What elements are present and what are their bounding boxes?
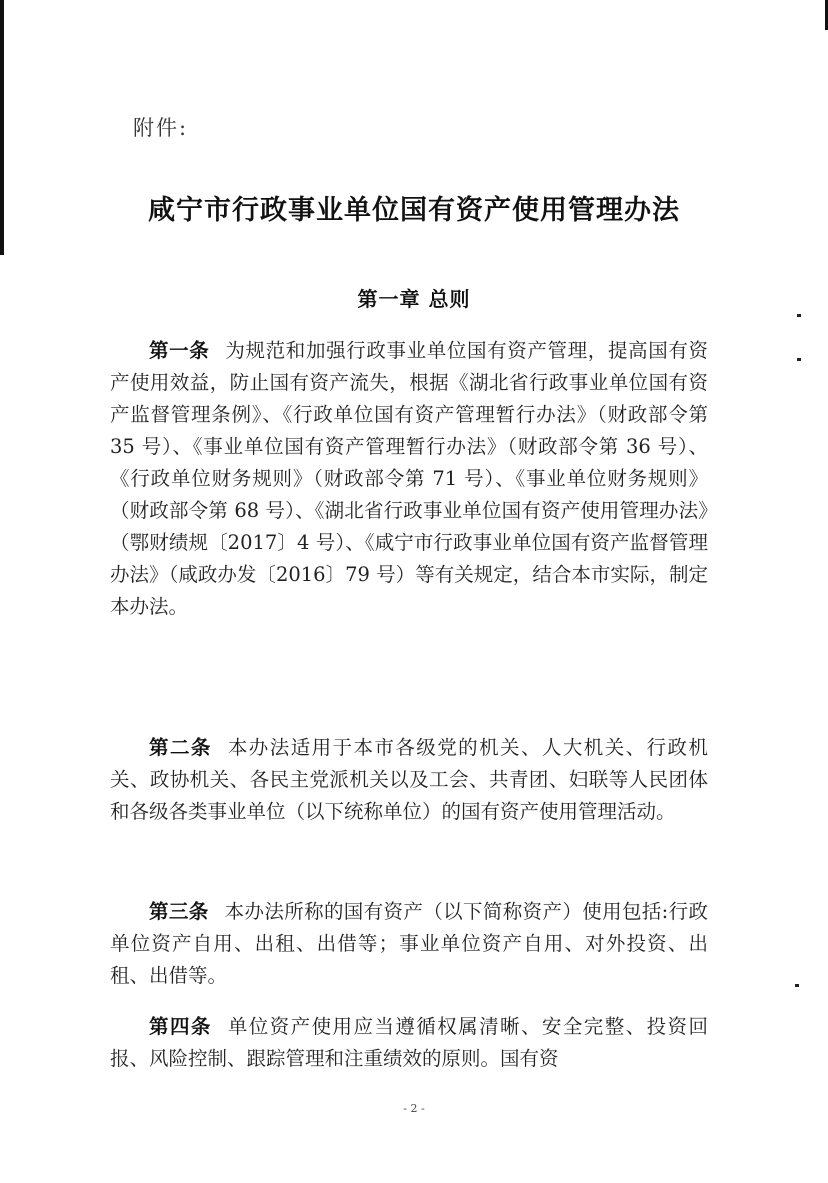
document-title: 咸宁市行政事业单位国有资产使用管理办法 (148, 195, 680, 226)
scan-speck (797, 358, 801, 361)
chapter-heading: 第一章 总则 (357, 287, 471, 311)
article-4-text: 单位资产使用应当遵循权属清晰、安全完整、投资回报、风险控制、跟踪管理和注重绩效的原则。国有资 (110, 1014, 708, 1070)
article-1-text: 为规范和加强行政事业单位国有资产管理，提高国有资产使用效益，防止国有资产流失，根据《湖北省行政事业单位国有资产监督管理条例》、《行政单位国有资产管理暂行办法》（财政部令第 35 号）、《事业单位国有资产管理暂行办法》（财政部令第 36 号）、《行政单位财务规则》（财政部令第 71 号）、《事业单位财务规则》（财政部令第 68 号）、《湖北省行政事业单位国有资产使用管理办法》（鄂财绩规〔2017〕4 号）、《咸宁市行政事业单位国有资产监督管理办法》（咸政办发〔2016〕79 号）等有关规定，结合本市实际，制定本办法。 (110, 338, 708, 618)
article-1 (110, 335, 708, 623)
article-4 (110, 1011, 708, 1075)
article-2 (110, 732, 708, 828)
page-number: - 2 - (403, 1102, 425, 1115)
scan-speck (795, 984, 799, 987)
article-4-label: 第四条 (149, 1014, 212, 1038)
article-3 (110, 896, 708, 992)
scan-speck (797, 314, 801, 317)
attachment-label: 附件: (133, 116, 189, 140)
article-2-text: 本办法适用于本市各级党的机关、人大机关、行政机关、政协机关、各民主党派机关以及工会、共青团、妇联等人民团体和各级各类事业单位（以下统称单位）的国有资产使用管理活动。 (110, 735, 708, 823)
article-3-text: 本办法所称的国有资产（以下简称资产）使用包括:行政单位资产自用、出租、出借等；事业单位资产自用、对外投资、出租、出借等。 (110, 899, 708, 987)
article-1-label: 第一条 (149, 338, 210, 362)
article-3-label: 第三条 (149, 899, 209, 923)
article-2-label: 第二条 (149, 735, 212, 759)
